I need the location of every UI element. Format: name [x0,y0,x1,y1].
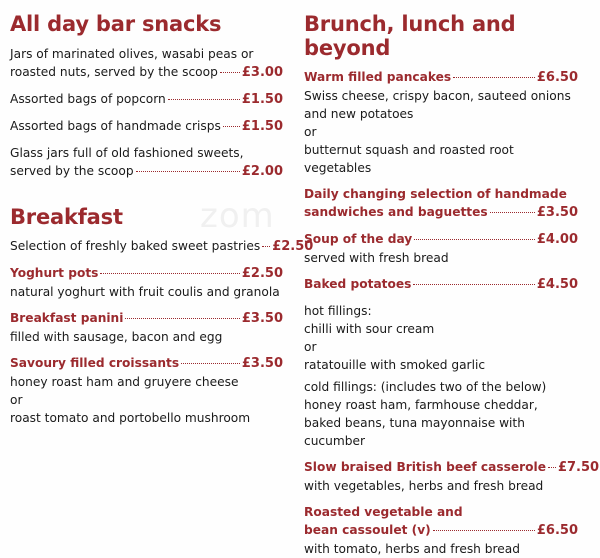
leader-dots [181,362,240,364]
item-text: Glass jars full of old fashioned sweets, [10,146,244,160]
item-price: £2.50 [272,239,314,254]
item-description: baked beans, tuna mayonnaise with cucumber [304,416,525,448]
item-name: Breakfast panini [10,311,124,325]
leader-dots [453,76,535,78]
item-description: with vegetables, herbs and fresh bread [304,479,544,493]
item-price: £3.50 [241,311,283,326]
menu-item [10,117,283,136]
item-name: Baked potatoes [304,277,412,291]
item-description: or [304,125,317,139]
item-price: £2.50 [241,266,283,281]
leader-dots [548,466,556,468]
leader-dots [125,317,239,319]
item-description: natural yoghurt with fruit coulis and granola [10,285,280,299]
item-price: £7.50 [557,460,600,475]
menu-item [10,144,283,181]
item-description: honey roast ham and gruyere cheese [10,375,239,389]
item-price: £4.50 [536,277,578,292]
item-text: Selection of freshly baked sweet pastries [10,239,261,253]
watermark: zom [200,196,275,236]
menu-item [10,264,283,301]
leader-dots [433,529,535,531]
item-name: Savoury filled croissants [10,356,180,370]
item-price: £6.50 [536,70,578,85]
leader-dots [413,283,534,285]
leader-dots [414,238,535,240]
leader-dots [100,272,239,274]
item-description: cold fillings: (includes two of the below) [304,380,547,394]
item-price: £2.00 [241,164,283,179]
menu-item [304,275,578,294]
item-description: with tomato, herbs and fresh bread [304,542,520,556]
item-description: or [10,393,23,407]
section-title-brunch: Brunch, lunch and beyond [304,12,516,60]
item-description: chilli with sour cream [304,322,435,336]
leader-dots [223,125,240,127]
menu-item [304,68,578,177]
leader-dots [262,245,270,247]
menu-item [304,230,578,267]
item-text: Jars of marinated olives, wasabi peas or [10,47,254,61]
section-title-bar-snacks: All day bar snacks [10,12,222,36]
leader-dots [168,98,240,100]
section-title-breakfast: Breakfast [10,205,123,229]
item-price: £4.00 [536,232,578,247]
item-price: £1.50 [241,92,283,107]
menu-item [10,309,283,346]
item-text: roasted nuts, served by the scoop [10,65,218,79]
item-description: filled with sausage, bacon and egg [10,330,223,344]
item-description: ratatouille with smoked garlic [304,358,486,372]
item-name: sandwiches and baguettes [304,205,488,219]
item-price: £6.50 [536,523,578,538]
item-name: Yoghurt pots [10,266,99,280]
item-name: bean cassoulet (v) [304,523,431,537]
item-name: Daily changing selection of handmade [304,187,567,201]
item-description: and new potatoes [304,107,414,121]
item-name: Slow braised British beef casserole [304,460,546,474]
right-column [304,0,600,558]
leader-dots [136,170,240,172]
item-description: or [304,340,317,354]
menu-item [304,458,600,495]
menu-item [10,237,314,256]
item-description: hot fillings: [304,304,372,318]
item-description: roast tomato and portobello mushroom [10,411,251,425]
item-description: served with fresh bread [304,251,449,265]
item-description: honey roast ham, farmhouse cheddar, [304,398,538,412]
left-column [10,0,314,427]
item-price: £3.50 [241,356,283,371]
item-text: served by the scoop [10,164,134,178]
item-text: Assorted bags of popcorn [10,92,166,106]
cold-fillings [304,378,578,450]
item-price: £3.50 [536,205,578,220]
item-price: £1.50 [241,119,283,134]
leader-dots [220,71,240,73]
leader-dots [490,211,535,213]
menu-item [304,185,578,222]
hot-fillings [304,302,578,374]
item-name: Warm filled pancakes [304,70,452,84]
item-price: £3.00 [241,65,283,80]
menu-item [10,354,283,427]
menu-item [304,503,578,558]
item-text: Assorted bags of handmade crisps [10,119,221,133]
item-name: Soup of the day [304,232,413,246]
item-name: Roasted vegetable and [304,505,463,519]
item-description: butternut squash and roasted root vegetables [304,143,514,175]
menu-item [10,45,283,82]
item-description: Swiss cheese, crispy bacon, sauteed onions [304,89,571,103]
menu-item [10,90,283,109]
